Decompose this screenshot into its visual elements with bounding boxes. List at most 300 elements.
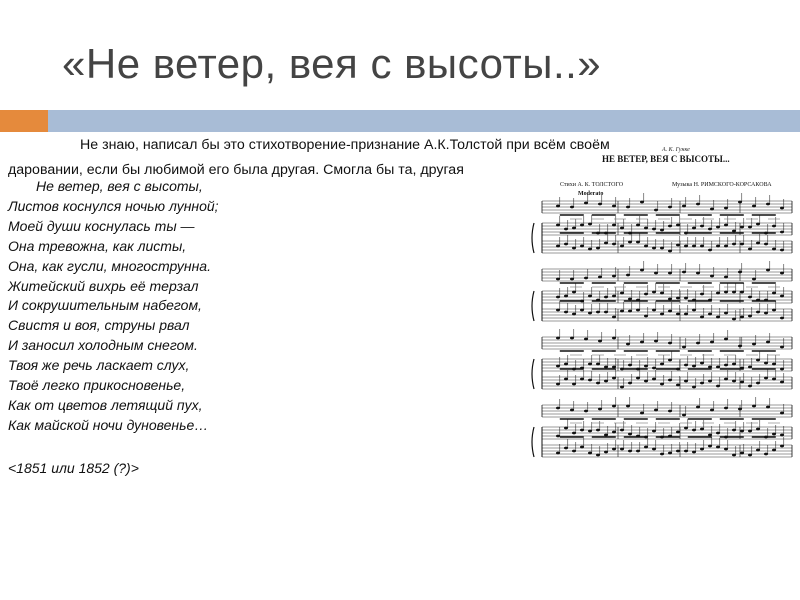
note-head: [676, 244, 680, 247]
poem-line: Она, как гусли, многострунна.: [8, 257, 211, 274]
note-head: [700, 225, 704, 228]
note-head: [732, 243, 736, 246]
note-head: [556, 435, 560, 438]
poem-line: Не ветер, вея с высоты,: [36, 178, 203, 194]
note-head: [756, 382, 760, 385]
note-head: [756, 223, 760, 226]
note-head: [682, 346, 686, 349]
poem-line: Как майской ночи дуновенье…: [8, 416, 209, 433]
note-head: [740, 381, 744, 384]
note-head: [604, 434, 608, 437]
note-head: [612, 224, 616, 227]
note-head: [780, 272, 784, 275]
note-head: [668, 310, 672, 313]
note-head: [556, 278, 560, 281]
note-head: [764, 362, 768, 365]
intro-paragraph: [8, 133, 708, 183]
note-head: [682, 414, 686, 417]
note-head: [772, 292, 776, 295]
note-head: [636, 450, 640, 453]
note-head: [564, 427, 568, 430]
note-head: [588, 223, 592, 226]
note-head: [620, 227, 624, 230]
note-head: [780, 434, 784, 437]
note-head: [626, 343, 630, 346]
note-head: [738, 345, 742, 348]
note-head: [668, 379, 672, 382]
note-head: [668, 225, 672, 228]
note-head: [692, 365, 696, 368]
note-head: [660, 292, 664, 295]
note-head: [668, 250, 672, 253]
intro-line-1: Не знаю, написал бы это стихотворение-признание А.К.Толстой при всём своём: [80, 137, 610, 153]
note-head: [716, 226, 720, 229]
note-head: [564, 363, 568, 366]
note-head: [570, 278, 574, 281]
note-head: [580, 224, 584, 227]
note-head: [644, 380, 648, 383]
note-head: [682, 271, 686, 274]
note-head: [724, 276, 728, 279]
note-head: [556, 452, 560, 455]
note-head: [636, 377, 640, 380]
note-head: [596, 363, 600, 366]
note-head: [756, 242, 760, 245]
system-brace: [532, 427, 534, 457]
poem-line: Как от цветов летящий пух,: [8, 396, 203, 413]
note-head: [596, 247, 600, 250]
note-head: [564, 228, 568, 231]
accent-bar: [0, 110, 48, 132]
note-head: [708, 228, 712, 231]
note-head: [708, 380, 712, 383]
intro-line-2: даровании, если бы любимой его была другая. Смогла бы та, другая: [8, 162, 464, 178]
poem-date: <1851 или 1852 (?)>: [8, 460, 139, 476]
note-head: [692, 429, 696, 432]
note-head: [612, 337, 616, 340]
note-head: [564, 311, 568, 314]
note-head: [612, 316, 616, 319]
note-head: [748, 226, 752, 229]
note-head: [572, 432, 576, 435]
note-head: [708, 249, 712, 252]
note-head: [708, 445, 712, 448]
note-head: [596, 311, 600, 314]
note-head: [756, 449, 760, 452]
note-head: [700, 448, 704, 451]
note-head: [692, 386, 696, 389]
note-head: [668, 298, 672, 301]
note-head: [598, 203, 602, 206]
note-head: [752, 205, 756, 208]
poem-line: Листов коснулся ночью лунной;: [8, 197, 219, 214]
note-head: [626, 274, 630, 277]
note-head: [604, 296, 608, 299]
note-head: [604, 366, 608, 369]
note-head: [780, 249, 784, 252]
note-head: [620, 429, 624, 432]
note-head: [732, 291, 736, 294]
note-head: [604, 380, 608, 383]
note-head: [764, 312, 768, 315]
sheet-music-image: [530, 143, 794, 469]
poem-line: Житейский вихрь её терзал: [8, 277, 199, 294]
note-head: [636, 224, 640, 227]
note-head: [716, 366, 720, 369]
note-head: [748, 454, 752, 457]
note-head: [636, 241, 640, 244]
note-head: [620, 448, 624, 451]
note-head: [612, 377, 616, 380]
note-head: [716, 245, 720, 248]
note-head: [724, 338, 728, 341]
note-head: [604, 311, 608, 314]
note-head: [668, 272, 672, 275]
note-head: [700, 245, 704, 248]
note-head: [604, 242, 608, 245]
poem-line: Твоё легко прикосновенье,: [8, 377, 186, 394]
note-head: [652, 309, 656, 312]
note-head: [684, 364, 688, 367]
note-head: [684, 313, 688, 316]
note-head: [654, 272, 658, 275]
note-head: [684, 232, 688, 235]
note-head: [738, 271, 742, 274]
note-head: [696, 203, 700, 206]
note-head: [740, 243, 744, 246]
slide-title: «Не ветер, вея с высоты..»: [62, 40, 602, 87]
note-head: [766, 406, 770, 409]
poem-line: Твоя же речь ласкает слух,: [8, 357, 190, 374]
note-head: [772, 378, 776, 381]
score-dedication: А. К. Гунке: [662, 147, 690, 153]
note-head: [612, 275, 616, 278]
note-head: [676, 431, 680, 434]
note-head: [748, 296, 752, 299]
note-head: [556, 245, 560, 248]
note-head: [556, 205, 560, 208]
note-head: [732, 230, 736, 233]
note-head: [640, 412, 644, 415]
note-head: [740, 452, 744, 455]
note-head: [710, 208, 714, 211]
note-head: [682, 205, 686, 208]
note-head: [626, 405, 630, 408]
note-head: [692, 309, 696, 312]
note-head: [556, 365, 560, 368]
note-head: [748, 385, 752, 388]
note-head: [732, 429, 736, 432]
note-head: [556, 337, 560, 340]
note-head: [572, 383, 576, 386]
note-head: [612, 295, 616, 298]
note-head: [556, 224, 560, 227]
note-head: [764, 243, 768, 246]
note-head: [684, 245, 688, 248]
score-poet-credit: Стихи А. К. ТОЛСТОГО: [560, 182, 624, 188]
note-head: [612, 366, 616, 369]
note-head: [748, 315, 752, 318]
note-head: [780, 368, 784, 371]
note-head: [620, 386, 624, 389]
note-head: [740, 316, 744, 319]
note-head: [588, 295, 592, 298]
note-head: [652, 430, 656, 433]
note-head: [564, 378, 568, 381]
note-head: [724, 207, 728, 210]
note-head: [748, 366, 752, 369]
note-head: [780, 231, 784, 234]
note-head: [716, 432, 720, 435]
note-head: [668, 410, 672, 413]
note-head: [684, 380, 688, 383]
note-head: [564, 295, 568, 298]
note-head: [738, 201, 742, 204]
note-head: [584, 338, 588, 341]
poem-line: Свистя и воя, струны рвал: [8, 317, 190, 334]
note-head: [780, 445, 784, 448]
note-head: [668, 359, 672, 362]
note-head: [640, 269, 644, 272]
note-head: [612, 205, 616, 208]
note-head: [660, 363, 664, 366]
poem-text: [8, 177, 219, 436]
note-head: [700, 293, 704, 296]
note-head: [572, 227, 576, 230]
note-head: [748, 430, 752, 433]
note-head: [564, 243, 568, 246]
note-head: [700, 382, 704, 385]
note-head: [668, 342, 672, 345]
note-head: [598, 276, 602, 279]
note-head: [580, 429, 584, 432]
note-head: [652, 448, 656, 451]
note-head: [620, 245, 624, 248]
note-head: [766, 341, 770, 344]
note-head: [766, 269, 770, 272]
note-head: [620, 368, 624, 371]
note-head: [588, 430, 592, 433]
note-head: [676, 384, 680, 387]
note-head: [660, 229, 664, 232]
note-head: [644, 315, 648, 318]
note-head: [684, 450, 688, 453]
poem-line: Моей души коснулась ты —: [8, 217, 195, 234]
note-head: [780, 295, 784, 298]
note-head: [724, 378, 728, 381]
note-head: [654, 340, 658, 343]
note-head: [596, 382, 600, 385]
poem-line: И сокрушительным набегом,: [8, 297, 202, 314]
note-head: [668, 206, 672, 209]
note-head: [652, 291, 656, 294]
note-head: [764, 377, 768, 380]
note-head: [724, 407, 728, 410]
note-head: [716, 292, 720, 295]
note-head: [580, 446, 584, 449]
note-head: [556, 383, 560, 386]
note-head: [580, 378, 584, 381]
note-head: [676, 450, 680, 453]
note-head: [596, 429, 600, 432]
note-head: [640, 341, 644, 344]
note-head: [588, 363, 592, 366]
note-head: [756, 428, 760, 431]
note-head: [652, 228, 656, 231]
system-brace: [532, 223, 534, 253]
note-head: [772, 248, 776, 251]
note-head: [626, 206, 630, 209]
score-tempo: Moderato: [578, 191, 604, 197]
note-head: [692, 245, 696, 248]
note-head: [716, 385, 720, 388]
note-head: [780, 381, 784, 384]
note-head: [772, 433, 776, 436]
note-head: [628, 433, 632, 436]
note-head: [684, 297, 688, 300]
note-head: [724, 245, 728, 248]
note-head: [716, 446, 720, 449]
note-head: [580, 309, 584, 312]
note-head: [696, 272, 700, 275]
note-head: [700, 362, 704, 365]
note-head: [756, 359, 760, 362]
note-head: [570, 337, 574, 340]
score-composer-credit: Музыка Н. РИМСКОГО-КОРСАКОВА: [672, 182, 772, 188]
note-head: [732, 363, 736, 366]
note-head: [660, 247, 664, 250]
note-head: [676, 313, 680, 316]
note-head: [780, 207, 784, 210]
note-head: [644, 365, 648, 368]
note-head: [716, 316, 720, 319]
note-head: [724, 224, 728, 227]
system-brace: [532, 291, 534, 321]
note-head: [772, 363, 776, 366]
note-head: [696, 342, 700, 345]
note-head: [700, 316, 704, 319]
note-head: [772, 225, 776, 228]
note-head: [636, 309, 640, 312]
note-head: [756, 311, 760, 314]
note-head: [740, 226, 744, 229]
note-head: [620, 292, 624, 295]
note-head: [620, 310, 624, 313]
note-head: [764, 453, 768, 456]
poem-line: Она тревожна, как листы,: [8, 237, 187, 254]
note-head: [660, 313, 664, 316]
note-head: [780, 317, 784, 320]
note-head: [708, 313, 712, 316]
note-head: [644, 245, 648, 248]
note-head: [612, 448, 616, 451]
note-head: [564, 447, 568, 450]
score-title: НЕ ВЕТЕР, ВЕЯ С ВЫСОТЫ...: [602, 154, 730, 164]
note-head: [740, 291, 744, 294]
note-head: [772, 309, 776, 312]
note-head: [652, 367, 656, 370]
note-head: [710, 341, 714, 344]
note-head: [572, 291, 576, 294]
note-head: [572, 247, 576, 250]
note-head: [640, 201, 644, 204]
note-head: [710, 275, 714, 278]
note-head: [654, 409, 658, 412]
note-head: [572, 450, 576, 453]
note-head: [612, 405, 616, 408]
note-head: [780, 412, 784, 415]
note-head: [628, 382, 632, 385]
note-head: [772, 449, 776, 452]
note-head: [668, 452, 672, 455]
poem-line: И заносил холодным снегом.: [8, 337, 198, 354]
note-head: [676, 297, 680, 300]
note-head: [660, 383, 664, 386]
sheet-music-score: [530, 143, 794, 469]
note-head: [598, 340, 602, 343]
note-head: [692, 227, 696, 230]
note-head: [700, 428, 704, 431]
note-head: [588, 452, 592, 455]
note-head: [748, 248, 752, 251]
note-head: [740, 430, 744, 433]
note-head: [652, 378, 656, 381]
system-brace: [532, 359, 534, 389]
note-head: [696, 406, 700, 409]
note-head: [628, 450, 632, 453]
note-head: [710, 409, 714, 412]
note-head: [572, 313, 576, 316]
note-head: [588, 379, 592, 382]
note-head: [724, 364, 728, 367]
note-head: [660, 453, 664, 456]
note-head: [732, 318, 736, 321]
note-head: [628, 364, 632, 367]
note-head: [588, 312, 592, 315]
note-head: [612, 243, 616, 246]
note-head: [584, 410, 588, 413]
note-head: [628, 310, 632, 313]
note-head: [584, 202, 588, 205]
note-head: [708, 434, 712, 437]
note-head: [556, 296, 560, 299]
note-head: [644, 293, 648, 296]
note-head: [724, 291, 728, 294]
note-head: [780, 346, 784, 349]
note-head: [738, 408, 742, 411]
note-head: [604, 451, 608, 454]
note-head: [644, 227, 648, 230]
note-head: [684, 427, 688, 430]
note-head: [644, 446, 648, 449]
note-head: [556, 309, 560, 312]
note-head: [676, 224, 680, 227]
note-head: [584, 277, 588, 280]
note-head: [556, 407, 560, 410]
note-head: [708, 366, 712, 369]
note-head: [752, 278, 756, 281]
note-head: [752, 343, 756, 346]
note-head: [732, 454, 736, 457]
note-head: [596, 454, 600, 457]
note-head: [724, 312, 728, 315]
note-head: [628, 298, 632, 301]
note-head: [652, 247, 656, 250]
note-head: [598, 408, 602, 411]
header-bar: [48, 110, 800, 132]
note-head: [766, 203, 770, 206]
note-head: [628, 241, 632, 244]
